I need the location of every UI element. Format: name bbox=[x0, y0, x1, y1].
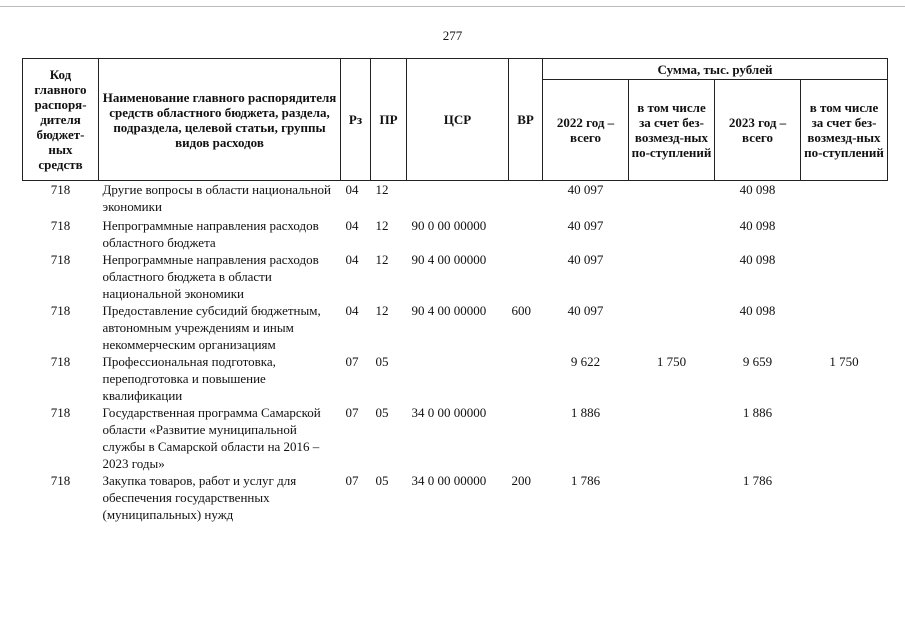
row-name: Профессиональная подготовка, переподготовка и повышение квалификации bbox=[102, 354, 276, 403]
row-free-2023 bbox=[801, 302, 888, 353]
header-sum-group: Сумма, тыс. рублей bbox=[543, 59, 888, 80]
row-name: Закупка товаров, работ и услуг для обеспечения государственных (муниципальных) нужд bbox=[102, 473, 297, 522]
row-csr: 90 0 00 00000 bbox=[411, 218, 487, 233]
table-row bbox=[23, 472, 888, 523]
row-free-2023 bbox=[801, 404, 888, 472]
row-rz: 04 bbox=[345, 218, 359, 233]
row-code: 718 bbox=[50, 354, 71, 369]
row-rz: 04 bbox=[345, 182, 359, 197]
row-sum-2023: 1 786 bbox=[742, 473, 773, 488]
row-csr: 90 4 00 00000 bbox=[411, 303, 487, 318]
row-csr bbox=[407, 353, 509, 404]
row-vr: 600 bbox=[511, 303, 531, 318]
row-pr: 05 bbox=[375, 405, 389, 420]
row-rz: 04 bbox=[345, 252, 359, 267]
row-sum-2022: 40 097 bbox=[567, 182, 604, 197]
row-csr: 90 4 00 00000 bbox=[411, 252, 487, 267]
row-free-2023: 1 750 bbox=[829, 354, 859, 369]
row-rz: 07 bbox=[345, 354, 359, 369]
row-csr: 34 0 00 00000 bbox=[411, 405, 487, 420]
header-2023-free: в том числе за счет без-возмезд-ных по-ступлений bbox=[801, 80, 888, 181]
row-pr: 05 bbox=[375, 473, 389, 488]
row-vr bbox=[509, 181, 543, 218]
row-sum-2023: 40 098 bbox=[739, 218, 776, 233]
budget-table bbox=[22, 58, 888, 523]
row-sum-2022: 40 097 bbox=[567, 303, 604, 318]
page-number: 277 bbox=[442, 28, 463, 43]
row-pr: 12 bbox=[375, 252, 389, 267]
table-row bbox=[23, 217, 888, 251]
table-header bbox=[23, 59, 888, 181]
row-pr: 05 bbox=[375, 354, 389, 369]
row-csr: 34 0 00 00000 bbox=[411, 473, 487, 488]
row-vr: 200 bbox=[511, 473, 531, 488]
row-vr bbox=[509, 404, 543, 472]
row-vr bbox=[509, 251, 543, 302]
row-sum-2023: 1 886 bbox=[742, 405, 773, 420]
row-sum-2023: 9 659 bbox=[742, 354, 773, 369]
row-sum-2022: 9 622 bbox=[570, 354, 601, 369]
top-border-line bbox=[0, 6, 905, 7]
row-pr: 12 bbox=[375, 303, 389, 318]
row-code: 718 bbox=[50, 473, 71, 488]
table-row bbox=[23, 181, 888, 218]
header-2022-free: в том числе за счет без-возмезд-ных по-ступлений bbox=[629, 80, 715, 181]
row-free-2022 bbox=[629, 181, 715, 218]
row-code: 718 bbox=[50, 252, 71, 267]
row-free-2022 bbox=[629, 404, 715, 472]
row-free-2022 bbox=[629, 472, 715, 523]
row-code: 718 bbox=[50, 405, 71, 420]
header-csr: ЦСР bbox=[407, 59, 509, 181]
row-code: 718 bbox=[50, 218, 71, 233]
row-code: 718 bbox=[50, 182, 71, 197]
header-vr: ВР bbox=[509, 59, 543, 181]
table-row bbox=[23, 404, 888, 472]
header-rz: Рз bbox=[341, 59, 371, 181]
row-sum-2022: 40 097 bbox=[567, 218, 604, 233]
row-name: Предоставление субсидий бюджетным, автономным учреждениям и иным некоммерческим организациям bbox=[102, 303, 321, 352]
row-csr bbox=[407, 181, 509, 218]
table-body bbox=[23, 181, 888, 524]
row-free-2023 bbox=[801, 472, 888, 523]
header-name: Наименование главного распорядителя средств областного бюджета, раздела, подраздела, целевой статьи, группы видов расходов bbox=[99, 59, 341, 181]
row-sum-2023: 40 098 bbox=[739, 182, 776, 197]
row-name: Государственная программа Самарской области «Развитие муниципальной службы в Самарской области на 2016 – 2023 годы» bbox=[102, 405, 321, 471]
header-code: Код главного распоря-дителя бюджет-ных средств bbox=[23, 59, 99, 181]
header-2022-total: 2022 год – всего bbox=[543, 80, 629, 181]
row-sum-2022: 40 097 bbox=[567, 252, 604, 267]
header-2023-total: 2023 год – всего bbox=[715, 80, 801, 181]
row-free-2022 bbox=[629, 217, 715, 251]
row-pr: 12 bbox=[375, 218, 389, 233]
row-sum-2022: 1 886 bbox=[570, 405, 601, 420]
row-sum-2023: 40 098 bbox=[739, 252, 776, 267]
row-code: 718 bbox=[50, 303, 71, 318]
table-row bbox=[23, 251, 888, 302]
row-free-2023 bbox=[801, 181, 888, 218]
row-vr bbox=[509, 353, 543, 404]
row-name: Непрограммные направления расходов областного бюджета bbox=[102, 218, 319, 250]
row-rz: 07 bbox=[345, 405, 359, 420]
row-sum-2023: 40 098 bbox=[739, 303, 776, 318]
row-free-2022 bbox=[629, 251, 715, 302]
row-free-2022 bbox=[629, 302, 715, 353]
row-free-2022: 1 750 bbox=[656, 354, 687, 369]
row-free-2023 bbox=[801, 217, 888, 251]
row-rz: 07 bbox=[345, 473, 359, 488]
row-vr bbox=[509, 217, 543, 251]
row-free-2023 bbox=[801, 251, 888, 302]
row-pr: 12 bbox=[375, 182, 389, 197]
row-sum-2022: 1 786 bbox=[570, 473, 601, 488]
header-pr: ПР bbox=[371, 59, 407, 181]
row-name: Непрограммные направления расходов областного бюджета в области национальной экономики bbox=[102, 252, 319, 301]
table-row bbox=[23, 353, 888, 404]
table-row bbox=[23, 302, 888, 353]
row-rz: 04 bbox=[345, 303, 359, 318]
row-name: Другие вопросы в области национальной экономики bbox=[102, 182, 331, 214]
